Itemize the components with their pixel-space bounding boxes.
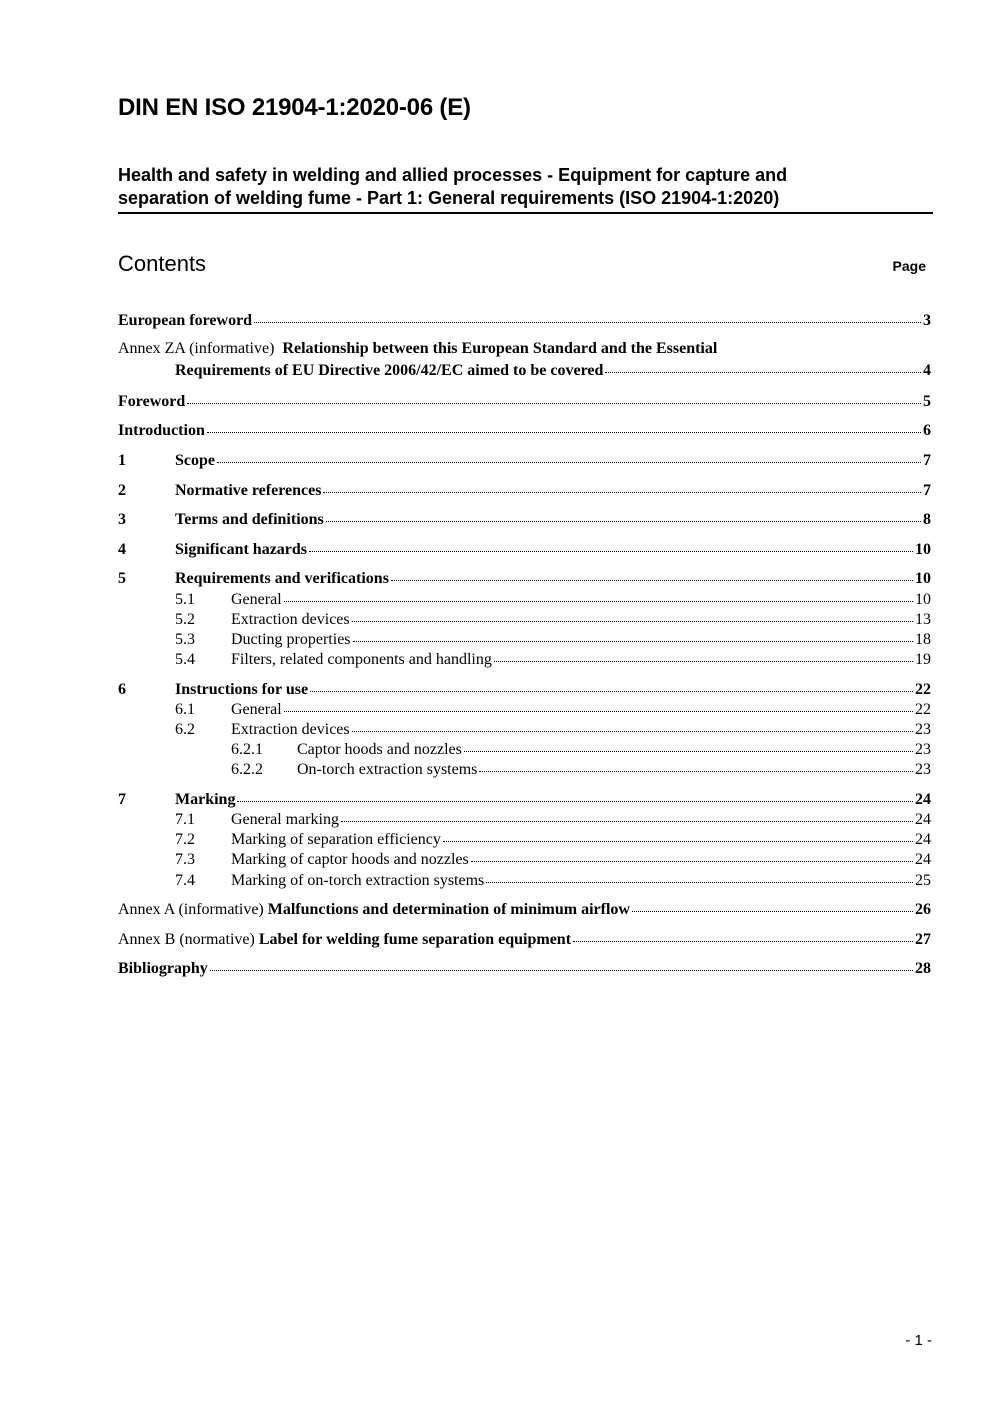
toc-entry-title: Marking of captor hoods and nozzles (231, 851, 469, 868)
toc-leader-dots (254, 322, 921, 323)
toc-entry-number: 2 (118, 482, 126, 499)
toc-entry-number: 7.2 (175, 831, 195, 848)
toc-entry-page: 10 (915, 541, 931, 558)
toc-entry-number: 6.2 (175, 721, 195, 738)
toc-entry-section-5[interactable] (118, 569, 931, 589)
toc-entry-number: 1 (118, 452, 126, 469)
annex-za-title-line2: Requirements of EU Directive 2006/42/EC aimed to be covered (175, 362, 604, 379)
toc-entry-annex-za[interactable] (118, 361, 931, 381)
toc-leader-dots (479, 771, 913, 772)
toc-entry-annex-za-line1[interactable] (118, 339, 717, 359)
toc-entry-number: 5.1 (175, 591, 195, 608)
toc-leader-dots (464, 751, 913, 752)
toc-leader-dots (341, 821, 913, 822)
toc-entry-section-1[interactable] (118, 451, 931, 471)
toc-entry-title: Terms and definitions (175, 511, 324, 528)
toc-entry-title: Significant hazards (175, 541, 308, 558)
toc-leader-dots (573, 941, 913, 942)
toc-entry-section-3[interactable] (118, 510, 931, 530)
toc-entry-title: Label for welding fume separation equipment (258, 931, 572, 948)
toc-entry-page: 24 (915, 831, 931, 848)
toc-leader-dots (237, 801, 913, 802)
toc-leader-dots (284, 601, 913, 602)
toc-entry-section-5-3[interactable] (118, 630, 931, 650)
toc-entry-number: 6.1 (175, 701, 195, 718)
toc-entry-european-foreword[interactable] (118, 311, 931, 331)
toc-entry-title: Extraction devices (231, 721, 350, 738)
toc-entry-number: 6.2.2 (231, 761, 263, 778)
toc-entry-annex-a[interactable] (118, 900, 931, 920)
toc-leader-dots (605, 372, 921, 373)
toc-entry-introduction[interactable] (118, 421, 931, 441)
toc-entry-page: 5 (923, 393, 931, 410)
toc-entry-number: 5.3 (175, 631, 195, 648)
toc-entry-title: Marking (175, 791, 236, 808)
toc-entry-page: 27 (915, 931, 931, 948)
toc-entry-page: 18 (915, 631, 931, 648)
toc-entry-page: 26 (915, 901, 931, 918)
toc-entry-title: General (231, 701, 282, 718)
toc-leader-dots (471, 861, 913, 862)
toc-entry-page: 25 (915, 872, 931, 889)
toc-leader-dots (310, 691, 913, 692)
annex-za-prefix: Annex ZA (informative) (118, 340, 275, 357)
toc-leader-dots (309, 551, 913, 552)
toc-entry-number: 7.4 (175, 872, 195, 889)
toc-entry-title: Scope (175, 452, 215, 469)
toc-entry-section-6[interactable] (118, 680, 931, 700)
toc-leader-dots (284, 711, 913, 712)
toc-entry-section-7-3[interactable] (118, 850, 931, 870)
toc-entry-section-7[interactable] (118, 790, 931, 810)
toc-entry-number: 4 (118, 541, 126, 558)
toc-entry-title: Extraction devices (231, 611, 350, 628)
toc-leader-dots (632, 911, 913, 912)
toc-entry-page: 24 (915, 851, 931, 868)
toc-entry-section-6-1[interactable] (118, 700, 931, 720)
toc-entry-page: 23 (915, 741, 931, 758)
toc-entry-annex-b[interactable] (118, 930, 931, 950)
toc-leader-dots (443, 841, 913, 842)
annex-a-prefix: Annex A (informative) (118, 901, 264, 918)
toc-entry-title: Introduction (118, 422, 205, 439)
page-column-heading: Page (892, 258, 926, 274)
toc-entry-page: 23 (915, 761, 931, 778)
toc-entry-page: 23 (915, 721, 931, 738)
toc-entry-title: Bibliography (118, 960, 208, 977)
toc-entry-number: 6 (118, 681, 126, 698)
toc-entry-page: 19 (915, 651, 931, 668)
toc-entry-title: Malfunctions and determination of minimum airflow (267, 901, 630, 918)
toc-leader-dots (326, 521, 921, 522)
toc-leader-dots (486, 882, 913, 883)
toc-entry-number: 5.4 (175, 651, 195, 668)
toc-entry-foreword[interactable] (118, 392, 931, 412)
toc-entry-number: 6.2.1 (231, 741, 263, 758)
toc-entry-title: Marking of separation efficiency (231, 831, 441, 848)
toc-entry-title: European foreword (118, 312, 253, 329)
toc-entry-section-5-2[interactable] (118, 610, 931, 630)
toc-leader-dots (391, 580, 913, 581)
toc-entry-page: 3 (923, 312, 931, 329)
toc-entry-page: 13 (915, 611, 931, 628)
toc-entry-page: 28 (915, 960, 931, 977)
toc-entry-section-6-2[interactable] (118, 720, 931, 740)
toc-entry-title: Foreword (118, 393, 186, 410)
toc-entry-page: 22 (915, 701, 931, 718)
toc-entry-title: Marking of on-torch extraction systems (231, 872, 485, 889)
toc-entry-page: 10 (915, 591, 931, 608)
toc-leader-dots (494, 661, 913, 662)
toc-entry-page: 4 (923, 362, 931, 379)
toc-leader-dots (217, 462, 921, 463)
toc-entry-section-2[interactable] (118, 481, 931, 501)
annex-za-title-line1: Relationship between this European Standard and the Essential (282, 340, 718, 357)
toc-entry-section-4[interactable] (118, 540, 931, 560)
subtitle-line-1: Health and safety in welding and allied processes - Equipment for capture and (118, 165, 788, 185)
toc-entry-title: Requirements and verifications (175, 570, 389, 587)
toc-leader-dots (210, 970, 913, 971)
annex-b-prefix: Annex B (normative) (118, 931, 255, 948)
toc-entry-page: 7 (923, 452, 931, 469)
toc-entry-number: 5 (118, 570, 126, 587)
subtitle-line-2: separation of welding fume - Part 1: General requirements (ISO 21904-1:2020) (118, 188, 780, 208)
document-subtitle (118, 164, 933, 214)
footer-page-number: - 1 - (905, 1332, 932, 1349)
toc-entry-page: 7 (923, 482, 931, 499)
toc-entry-bibliography[interactable] (118, 959, 931, 979)
toc-leader-dots (352, 621, 913, 622)
toc-entry-section-6-2-1[interactable] (118, 740, 931, 760)
toc-entry-number: 7 (118, 791, 126, 808)
toc-leader-dots (352, 731, 913, 732)
toc-entry-section-6-2-2[interactable] (118, 760, 931, 780)
toc-entry-title: Captor hoods and nozzles (297, 741, 462, 758)
toc-entry-title: On-torch extraction systems (297, 761, 478, 778)
toc-entry-section-7-4[interactable] (118, 871, 931, 891)
toc-entry-page: 24 (915, 811, 931, 828)
toc-entry-page: 24 (915, 791, 931, 808)
document-title: DIN EN ISO 21904-1:2020-06 (E) (118, 94, 471, 121)
toc-entry-page: 10 (915, 570, 931, 587)
toc-entry-section-5-4[interactable] (118, 650, 931, 670)
toc-leader-dots (353, 641, 913, 642)
toc-entry-section-5-1[interactable] (118, 590, 931, 610)
toc-leader-dots (187, 403, 921, 404)
toc-leader-dots (207, 432, 921, 433)
toc-leader-dots (323, 492, 921, 493)
toc-entry-title: Instructions for use (175, 681, 309, 698)
toc-entry-page: 8 (923, 511, 931, 528)
toc-entry-page: 6 (923, 422, 931, 439)
toc-entry-title: General marking (231, 811, 339, 828)
toc-entry-number: 5.2 (175, 611, 195, 628)
toc-entry-title: Ducting properties (231, 631, 351, 648)
toc-entry-number: 3 (118, 511, 126, 528)
toc-entry-number: 7.3 (175, 851, 195, 868)
toc-entry-title: Filters, related components and handling (231, 651, 492, 668)
toc-entry-title: General (231, 591, 282, 608)
toc-entry-page: 22 (915, 681, 931, 698)
contents-heading: Contents (118, 251, 207, 276)
toc-entry-section-7-1[interactable] (118, 810, 931, 830)
toc-entry-number: 7.1 (175, 811, 195, 828)
toc-entry-section-7-2[interactable] (118, 830, 931, 850)
toc-entry-title: Normative references (175, 482, 322, 499)
